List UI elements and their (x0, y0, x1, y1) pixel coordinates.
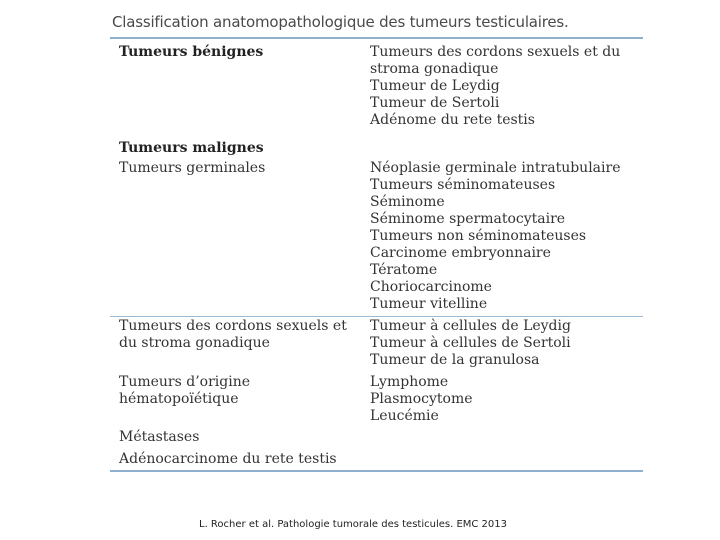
source-caption: L. Rocher et al. Pathologie tumorale des testicules. EMC 2013 (199, 519, 508, 530)
benign-item: Tumeur de Leydig (370, 78, 500, 94)
bottom-rule (110, 470, 643, 472)
germinal-item: Néoplasie germinale intratubulaire (370, 160, 621, 176)
germinal-item: Séminome (370, 194, 445, 210)
cordons-label: du stroma gonadique (119, 335, 270, 351)
metastases-label: Métastases (119, 429, 200, 445)
germinal-item: Tératome (370, 262, 438, 278)
hemato-item: Lymphome (370, 374, 449, 390)
benign-item: stroma gonadique (370, 61, 499, 77)
adenocarcinome-label: Adénocarcinome du rete testis (119, 451, 337, 467)
hemato-item: Plasmocytome (370, 391, 473, 407)
top-rule (110, 37, 643, 39)
germinal-item: Tumeurs séminomateuses (370, 177, 556, 193)
germinal-item: Carcinome embryonnaire (370, 245, 551, 261)
germinal-item: Tumeur vitelline (370, 296, 488, 312)
benign-item: Tumeurs des cordons sexuels et du (370, 44, 621, 60)
cordons-item: Tumeur à cellules de Leydig (370, 318, 571, 334)
germinal-item: Choriocarcinome (370, 279, 492, 295)
cordons-label: Tumeurs des cordons sexuels et (119, 318, 347, 334)
hemato-item: Leucémie (370, 408, 439, 424)
benign-header: Tumeurs bénignes (119, 44, 264, 60)
hemato-label: hématopoïétique (119, 391, 239, 407)
section-divider (110, 316, 643, 317)
table-title: Classification anatomopathologique des tumeurs testiculaires. (112, 13, 569, 31)
cordons-item: Tumeur à cellules de Sertoli (370, 335, 571, 351)
benign-item: Tumeur de Sertoli (370, 95, 500, 111)
germinal-item: Séminome spermatocytaire (370, 211, 566, 227)
germinal-item: Tumeurs non séminomateuses (370, 228, 587, 244)
hemato-label: Tumeurs d’origine (119, 374, 251, 390)
malignant-header: Tumeurs malignes (119, 140, 264, 156)
cordons-item: Tumeur de la granulosa (370, 352, 540, 368)
germinal-label: Tumeurs germinales (119, 160, 266, 176)
benign-item: Adénome du rete testis (370, 112, 535, 128)
